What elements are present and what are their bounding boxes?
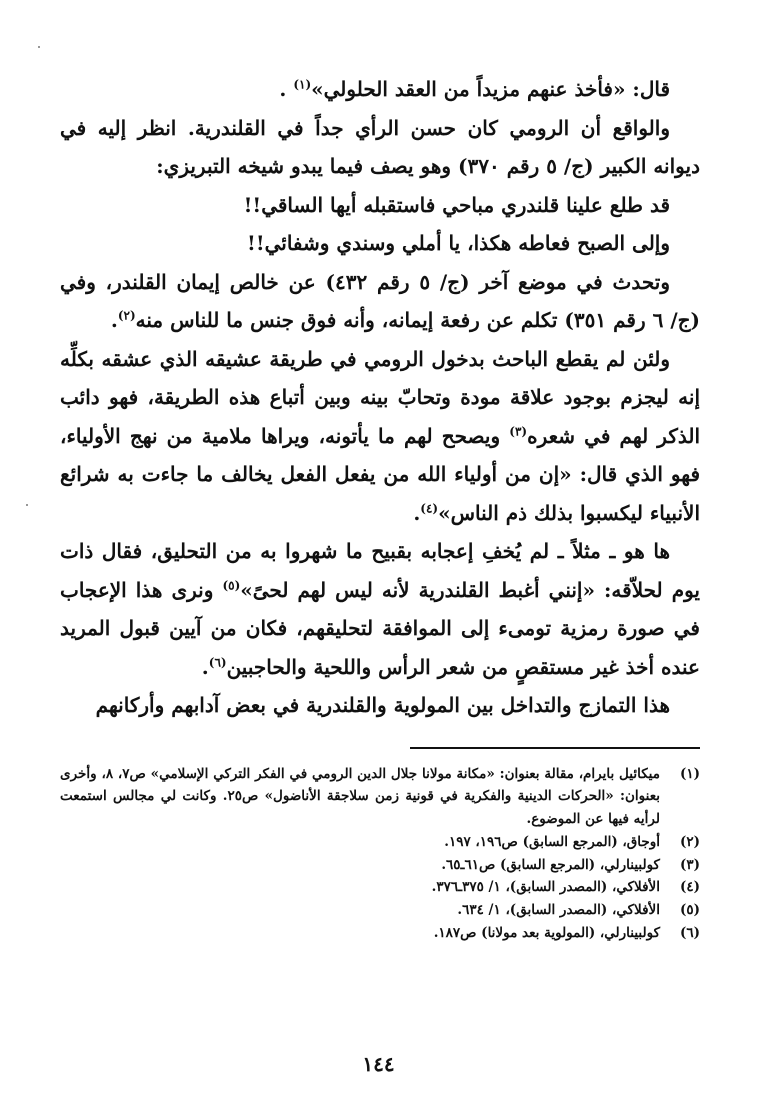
footnote-text: أوجاق، (المرجع السابق) ص١٩٦، ١٩٧. — [444, 833, 660, 850]
footnote-number: (٦) — [679, 925, 700, 942]
footnote-ref-5: (٥) — [222, 577, 241, 592]
scan-speck — [26, 504, 28, 506]
footnote-ref-1: (١) — [293, 77, 312, 92]
footnote-text: الأفلاكي، (المصدر السابق)، ١/ ٦٣٤. — [457, 902, 660, 919]
footnote-text: ميكائيل بايرام، مقالة بعنوان: «مكانة مولانا جلال الدين الرومي في الفكر التركي الإسلامي» ص٧، ٨، وأخرى بعنوان: «الحركات الدينية والفكرية في قونية زمن سلاجقة الأناضول» ص٢٥. وكانت لي مجالس استمعت لرأيه فيها عن الموضوع. — [60, 765, 660, 828]
footnote-number: (٤) — [679, 879, 700, 896]
paragraph-rumi-opinion: والواقع أن الرومي كان حسن الرأي جداً في القلندرية. انظر إليه في ديوانه الكبير (ج/ ٥ رقم ٣٧٠) وهو يصف فيما يبدو شيخه التبريزي: — [60, 115, 700, 178]
footnote-item — [60, 854, 700, 877]
paragraph-shaving: ها هو ـ مثلاً ـ لم يُخفِ إعجابه بقبيح ما شهروا به من التحليق، فقال ذات يوم لحلاّقه: «إنني أغبط القلندرية لأنه ليس لهم لحىً»$^{(٥)}$ ونرى هذا الإعجاب في صورة رمزية تومىء إلى الموافقة لتحليقهم، فكان من آيين قبول المريد عنده أخذ غير مستقصٍ من شعر الرأس واللحية والحاجبين$^{(٦)}$. — [60, 539, 700, 679]
footnote-ref-6: (٦) — [208, 654, 227, 669]
footnote-text: كولبينارلي، (المولوية بعد مولانا) ص١٨٧. — [433, 925, 660, 942]
footnote-ref-4: (٤) — [420, 500, 439, 515]
page-number: ١٤٤ — [362, 1052, 395, 1076]
footnote-separator — [410, 747, 700, 749]
footnote-number: (٥) — [679, 902, 700, 919]
footnote-text: الأفلاكي، (المصدر السابق)، ١/ ٣٧٥ـ٣٧٦. — [431, 879, 660, 896]
footnote-item — [60, 876, 700, 899]
page-body — [60, 70, 700, 945]
footnote-item — [60, 831, 700, 854]
verse-line-2: وإلى الصبح فعاطه هكذا، يا أملي وسندي وشفائي!! — [247, 231, 670, 255]
paragraph-continuation: هذا التمازج والتداخل بين المولوية والقلندرية في بعض آدابهم وأركانهم — [95, 693, 670, 717]
footnote-number: (٣) — [679, 856, 700, 873]
footnote-item — [60, 922, 700, 945]
footnote-item — [60, 899, 700, 922]
verse-line-1: قد طلع علينا قلندري مباحي فاستقبله أيها الساقي!! — [243, 192, 670, 217]
footnote-ref-3: (٣) — [509, 423, 528, 438]
footnote-number: (٢) — [679, 833, 700, 850]
footnotes — [60, 763, 700, 945]
footnote-item — [60, 763, 700, 831]
footnote-ref-2: (٢) — [117, 308, 136, 323]
paragraph-qalandar-faith: وتحدث في موضع آخر (ج/ ٥ رقم ٤٣٢) عن خالص إيمان القلندر، وفي (ج/ ٦ رقم ٣٥١) تكلم عن رفعة إيمانه، وأنه فوق جنس ما للناس منه$^{(٢)}$. — [60, 269, 700, 332]
footnote-text: كولبينارلي، (المرجع السابق) ص٦١ـ٦٥. — [441, 856, 660, 873]
paragraph-researcher: ولئن لم يقطع الباحث بدخول الرومي في طريقة عشيقه الذي عشقه بكلِّه إنه ليجزم بوجود علاقة مودة وتحابّ بينه وبين أتباع هذه الطريقة، فهو دائب الذكر لهم في شعره$^{(٣)}$ ويصحح لهم ما يأتونه، ويراها ملامية من نهج الأولياء، فهو الذي قال: «إن من أولياء الله من يفعل الفعل يخالف ما جاءت به شرائع الأنبياء ليكسبوا بذلك ذم الناس»$^{(٤)}$. — [60, 346, 701, 525]
paragraph-quote-hululi: قال: «فأخذ عنهم مزيداً من العقد الحلولي»$^{(١)}$ . — [279, 77, 670, 101]
scan-speck — [38, 46, 40, 48]
footnote-number: (١) — [679, 765, 700, 782]
